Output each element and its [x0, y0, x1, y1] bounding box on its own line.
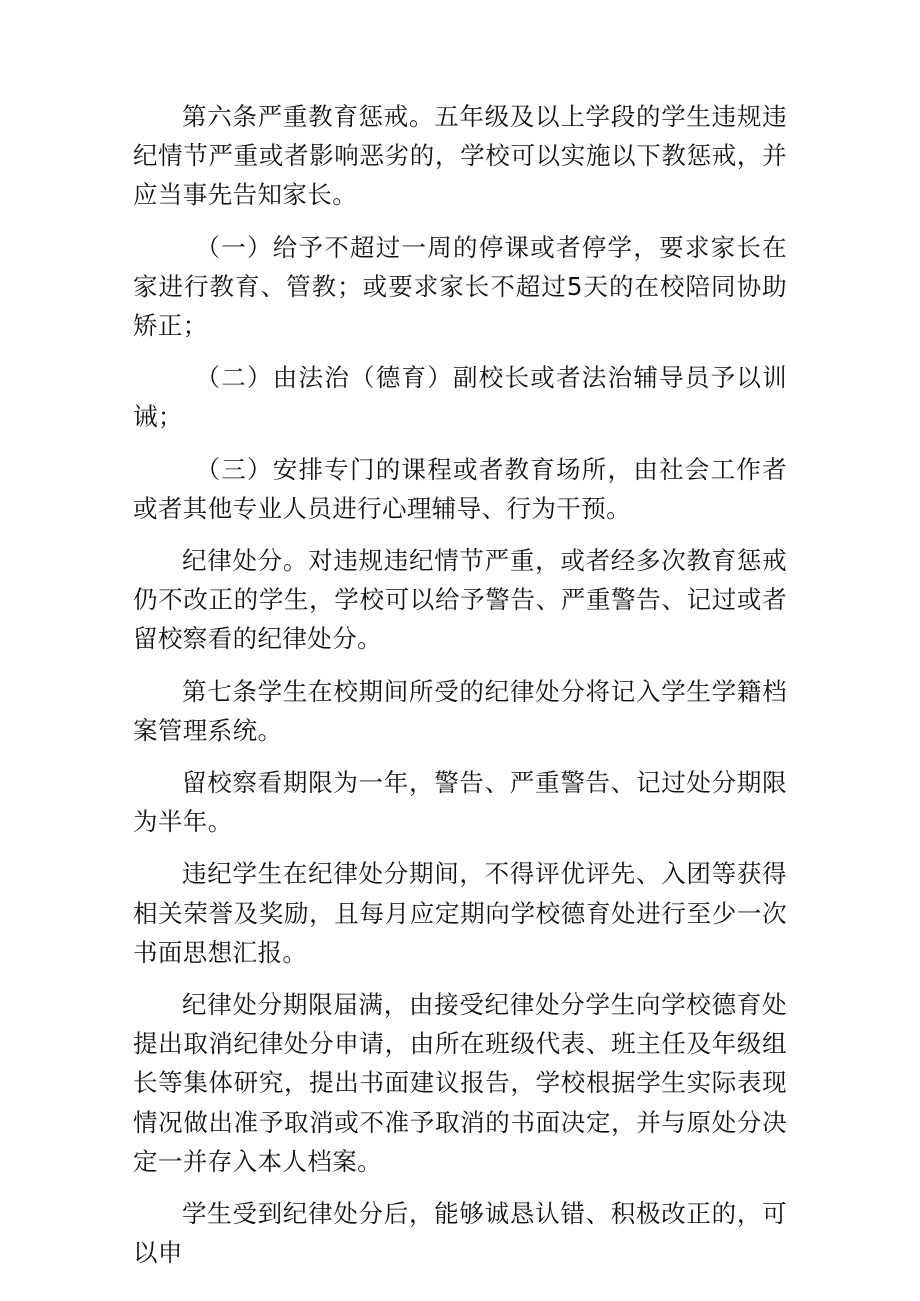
paragraph-sanction-period: 留校察看期限为一年，警告、严重警告、记过处分期限为半年。: [133, 768, 787, 837]
paragraph-sanction-restrictions: 违纪学生在纪律处分期间，不得评优评先、入团等获得相关荣誉及奖励，且每月应定期向学校德育处进行至少一次书面思想汇报。: [133, 859, 787, 967]
paragraph-clause-3: （三）安排专门的课程或者教育场所，由社会工作者或者其他专业人员进行心理辅导、行为干预。: [133, 454, 787, 523]
paragraph-article-7: 第七条学生在校期间所受的纪律处分将记入学生学籍档案管理系统。: [133, 676, 787, 745]
paragraph-article-6: 第六条严重教育惩戒。五年级及以上学段的学生违规违纪情节严重或者影响恶劣的，学校可以实施以下教惩戒，并应当事先告知家长。: [133, 102, 787, 210]
paragraph-disciplinary-sanction: 纪律处分。对违规违纪情节严重，或者经多次教育惩戒仍不改正的学生，学校可以给予警告、严重警告、记过或者留校察看的纪律处分。: [133, 546, 787, 654]
paragraph-early-release: 学生受到纪律处分后，能够诚恳认错、积极改正的，可以申: [133, 1199, 787, 1268]
paragraph-sanction-revocation: 纪律处分期限届满，由接受纪律处分学生向学校德育处提出取消纪律处分申请，由所在班级代表、班主任及年级组长等集体研究，提出书面建议报告，学校根据学生实际表现情况做出准予取消或不准予取消的书面决定，并与原处分决定一并存入本人档案。: [133, 990, 787, 1176]
paragraph-clause-1: （一）给予不超过一周的停课或者停学，要求家长在家进行教育、管教；或要求家长不超过5天的在校陪同协助矫正；: [133, 232, 787, 341]
paragraph-clause-2: （二）由法治（德育）副校长或者法治辅导员予以训诫；: [133, 363, 787, 432]
document-body: [133, 97, 787, 1285]
